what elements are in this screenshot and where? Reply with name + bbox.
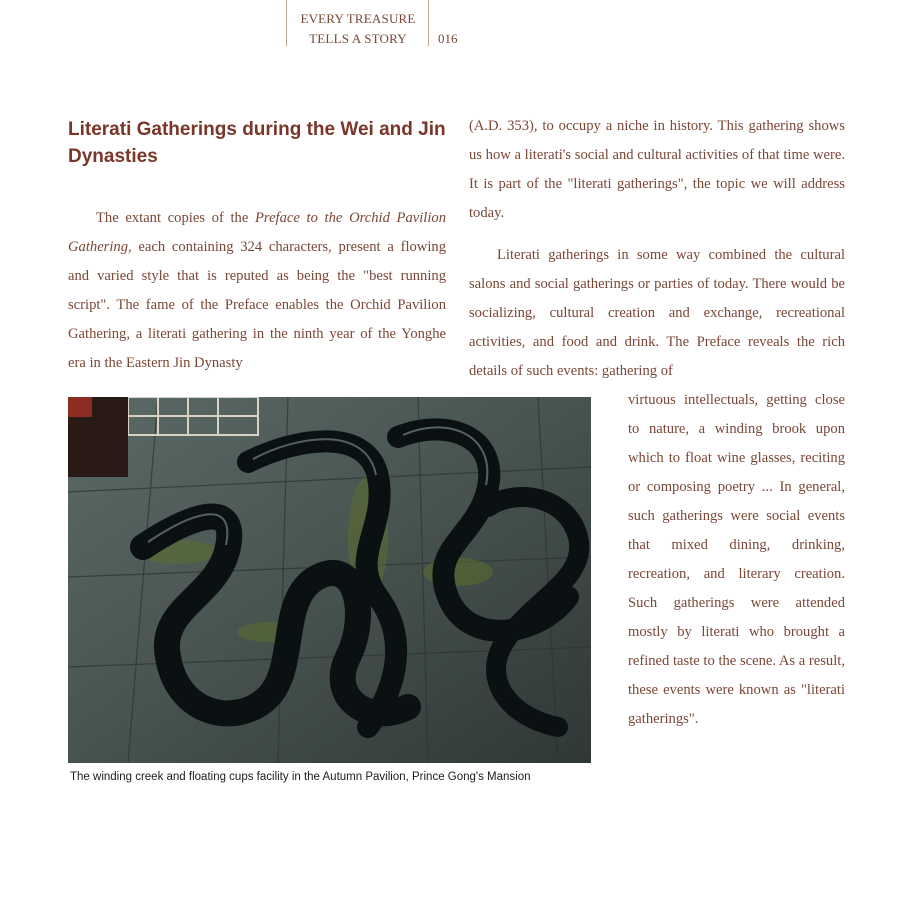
book-title — [294, 9, 422, 49]
paragraph-3: Literati gatherings in some way combined the cultural salons and social gatherings or parties of today. There would be socializing, cultural creation and exchange, recreational activities, and food and drink. The Preface reveals the rich details of such events: gathering of — [469, 247, 845, 379]
paragraph-1-end: , each containing 324 characters, present a flowing and varied style that is reputed as being the "best running script". The fame of the Preface enables the Orchid Pavilion Gathering, a literati gathering in the ninth year of the Yonghe era in the Eastern Jin Dynasty — [68, 239, 446, 371]
header-rule-left — [286, 0, 287, 46]
book-title-line-1: EVERY TREASURE — [300, 11, 416, 26]
running-header — [286, 0, 458, 46]
photo-caption: The winding creek and floating cups facility in the Autumn Pavilion, Prince Gong's Mansion — [70, 771, 531, 783]
creek-photo — [68, 397, 591, 763]
paragraph-1-start: The extant copies of the — [96, 210, 256, 226]
section-heading: Literati Gatherings during the Wei and Jin Dynasties — [68, 119, 446, 167]
page-number: 016 — [438, 31, 458, 46]
work-title: Preface to the Orchid Pavilion Gathering — [68, 210, 446, 255]
book-title-line-2: TELLS A STORY — [309, 31, 407, 46]
paragraph-1 — [68, 204, 446, 378]
paragraph-2: (A.D. 353), to occupy a niche in history. This gathering shows us how a literati's social and cultural activities of that time were. It is part of the "literati gatherings", the topic we will address today. — [469, 118, 845, 221]
header-rule-divider — [428, 0, 429, 46]
paragraph-4: virtuous intellectuals, getting close to nature, a winding brook upon which to float wine glasses, reciting or composing poetry ... In general, such gatherings were social events that mixed dining, drinking, recreation, and literary creation. Such gatherings were attended mostly by literati who brought a refined taste to the scene. As a result, these events were known as "literati gatherings". — [628, 392, 845, 727]
creek-photo-illustration — [68, 397, 591, 763]
